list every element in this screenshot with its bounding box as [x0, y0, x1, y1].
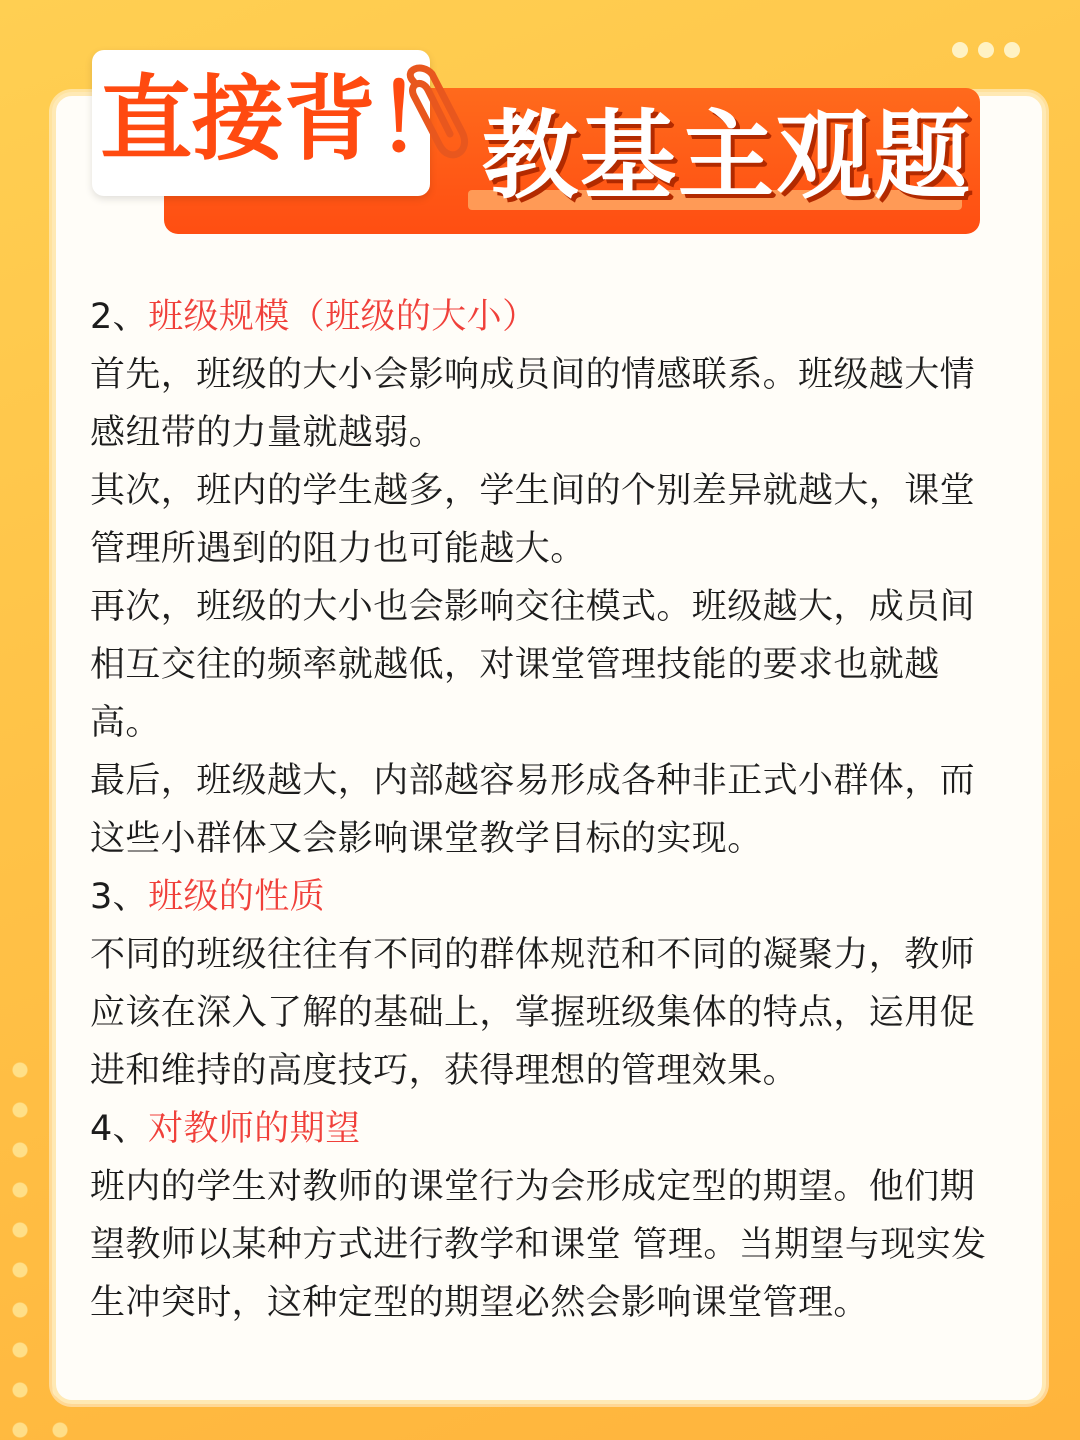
- paragraph: 首先，班级的大小会影响成员间的情感联系。班级越大情感纽带的力量就越弱。: [90, 355, 976, 453]
- page-title: 直接背！: [100, 66, 469, 173]
- paragraph: 最后，班级越大，内部越容易形成各种非正式小群体，而这些小群体又会影响课堂教学目标的实现。: [90, 761, 976, 859]
- paragraph: 其次，班内的学生越多，学生间的个别差异就越大，课堂管理所遇到的阻力也可能越大。: [90, 471, 976, 569]
- section-heading: 4、对教师的期望: [90, 1109, 361, 1149]
- decorative-dots-icon: [952, 42, 1020, 58]
- section-heading: 2、班级规模（班级的大小）: [90, 297, 538, 337]
- article-body: [90, 288, 990, 1332]
- section-heading: 3、班级的性质: [90, 877, 326, 917]
- paragraph: 班内的学生对教师的课堂行为会形成定型的期望。他们期望教师以某种方式进行教学和课堂 管理。当期望与现实发生冲突时，这种定型的期望必然会影响课堂管理。: [90, 1167, 987, 1323]
- subtitle: 教基主观题: [482, 100, 972, 212]
- paragraph: 不同的班级往往有不同的群体规范和不同的凝聚力，教师应该在深入了解的基础上，掌握班级集体的特点，运用促进和维持的高度技巧，获得理想的管理效果。: [90, 935, 976, 1091]
- paragraph: 再次，班级的大小也会影响交往模式。班级越大，成员间相互交往的频率就越低，对课堂管理技能的要求也就越高。: [90, 587, 976, 743]
- paperclip-icon: [392, 62, 472, 172]
